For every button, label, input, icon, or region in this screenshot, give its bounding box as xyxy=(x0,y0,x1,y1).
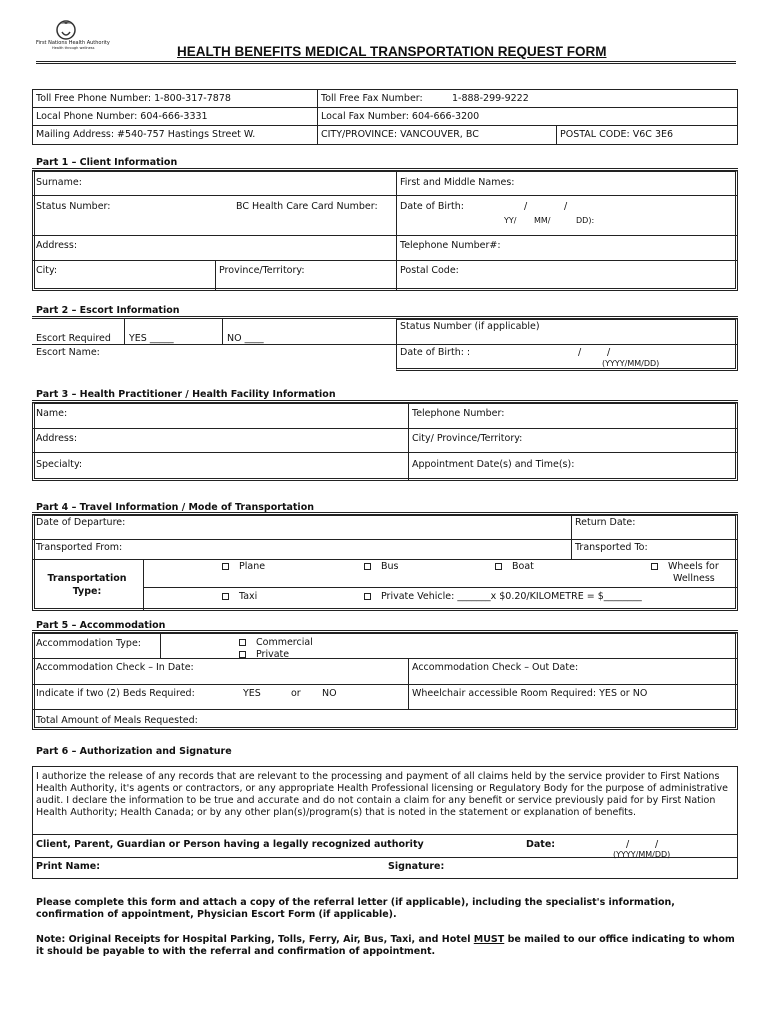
date-label: Date: xyxy=(526,839,556,850)
wheelchair-label: Wheelchair accessible Room Required: YES or NO xyxy=(412,688,648,699)
part4-title: Part 4 – Travel Information / Mode of Transportation xyxy=(36,502,314,513)
transported-to-label: Transported To: xyxy=(575,542,648,553)
escort-name-label: Escort Name: xyxy=(36,347,100,358)
meals-label: Total Amount of Meals Requested: xyxy=(36,715,198,726)
beds-no: NO xyxy=(322,688,337,699)
specialty-label: Specialty: xyxy=(36,459,83,470)
transported-from-label: Transported From: xyxy=(36,542,123,553)
toll-free-phone: Toll Free Phone Number: 1-800-317-7878 xyxy=(36,93,231,104)
escort-required-label: Escort Required xyxy=(36,333,111,344)
local-fax: Local Fax Number: 604-666-3200 xyxy=(321,111,480,122)
part3-table xyxy=(32,403,738,481)
part1-title: Part 1 – Client Information xyxy=(36,157,178,168)
commercial-checkbox[interactable] xyxy=(239,639,246,646)
boat-checkbox[interactable] xyxy=(495,563,502,570)
appointment-label: Appointment Date(s) and Time(s): xyxy=(412,459,575,470)
accommodation-type-label: Accommodation Type: xyxy=(36,638,142,649)
plane-option[interactable]: Plane xyxy=(222,561,265,572)
escort-dob-label: Date of Birth: : xyxy=(400,347,471,358)
bus-checkbox[interactable] xyxy=(364,563,371,570)
postal-code: POSTAL CODE: V6C 3E6 xyxy=(560,129,674,140)
private-vehicle-option[interactable]: Private Vehicle: _______x $0.20/KILOMETRE = $________ xyxy=(364,591,642,602)
toll-free-fax: 1-888-299-9222 xyxy=(452,93,529,104)
city-label: City: xyxy=(36,265,58,276)
private-option[interactable]: Private xyxy=(239,649,289,660)
boat-option[interactable]: Boat xyxy=(495,561,534,572)
transport-type-label: Transportation xyxy=(47,573,127,584)
part5-title: Part 5 – Accommodation xyxy=(36,620,166,631)
practitioner-address-label: Address: xyxy=(36,433,78,444)
commercial-option[interactable]: Commercial xyxy=(239,637,313,648)
plane-checkbox[interactable] xyxy=(222,563,229,570)
instructions-note: Please complete this form and attach a copy of the referral letter (if applicable), including the specialist's information, confirmation of appointment, Physician Escort Form (if applicable). xyxy=(36,897,675,920)
check-in-label: Accommodation Check – In Date: xyxy=(36,662,194,673)
telephone-label: Telephone Number#: xyxy=(400,240,501,251)
private-vehicle-checkbox[interactable] xyxy=(364,593,371,600)
practitioner-telephone-label: Telephone Number: xyxy=(412,408,505,419)
toll-free-fax-label: Toll Free Fax Number: xyxy=(321,93,423,104)
logo-text: First Nations Health Authority xyxy=(36,40,110,46)
feather-logo-icon xyxy=(36,18,104,60)
province-label: Province/Territory: xyxy=(219,265,305,276)
part2-title: Part 2 – Escort Information xyxy=(36,305,180,316)
address-label: Address: xyxy=(36,240,78,251)
departure-date-label: Date of Departure: xyxy=(36,517,126,528)
receipts-note: Note: Original Receipts for Hospital Parking, Tolls, Ferry, Air, Bus, Taxi, and Hotel MUST be mailed to our office indicating to whom it should be payable to with the referral and confirmation of appointment. xyxy=(36,934,735,957)
wheels-option[interactable]: Wheels for xyxy=(651,561,719,572)
dob-label: Date of Birth: xyxy=(400,201,464,212)
signature-label: Signature: xyxy=(388,861,445,872)
beds-label: Indicate if two (2) Beds Required: xyxy=(36,688,195,699)
mailing-address: Mailing Address: #540-757 Hastings Street W. xyxy=(36,129,256,140)
client-authority-label: Client, Parent, Guardian or Person having a legally recognized authority xyxy=(36,839,424,850)
postal-code-label: Postal Code: xyxy=(400,265,459,276)
bus-option[interactable]: Bus xyxy=(364,561,399,572)
taxi-option[interactable]: Taxi xyxy=(222,591,257,602)
part6-title: Part 6 – Authorization and Signature xyxy=(36,746,232,757)
return-date-label: Return Date: xyxy=(575,517,636,528)
logo-subtext: Health through wellness xyxy=(52,46,95,50)
part3-title: Part 3 – Health Practitioner / Health Facility Information xyxy=(36,389,336,400)
check-out-label: Accommodation Check – Out Date: xyxy=(412,662,579,673)
title-rule xyxy=(36,61,736,64)
practitioner-city-label: City/ Province/Territory: xyxy=(412,433,523,444)
form-title: HEALTH BENEFITS MEDICAL TRANSPORTATION REQUEST FORM xyxy=(177,44,607,59)
surname-label: Surname: xyxy=(36,177,82,188)
bc-card-label: BC Health Care Card Number: xyxy=(236,201,378,212)
escort-yes: YES _____ xyxy=(129,333,174,344)
escort-status-label: Status Number (if applicable) xyxy=(400,321,540,332)
city-province: CITY/PROVINCE: VANCOUVER, BC xyxy=(321,129,479,140)
beds-yes: YES xyxy=(243,688,261,699)
private-checkbox[interactable] xyxy=(239,651,246,658)
part1-table xyxy=(32,171,738,291)
authorization-text: I authorize the release of any records that are relevant to the processing and payment of all claims held by the service provider to First Nations Health Authority, it's agents or contractors, or any appropriate Health Professional licensing or Regulatory Body for the purpose of administrative audit. I declare the information to be true and accurate and do not contain a claim for any benefit or service previously paid for by First Nation Health Authority; Health Canada; or by any other plan(s)/program(s) that is noted in the statement or explanation of benefits. xyxy=(36,771,728,818)
taxi-checkbox[interactable] xyxy=(222,593,229,600)
status-number-label: Status Number: xyxy=(36,201,111,212)
practitioner-name-label: Name: xyxy=(36,408,68,419)
fnha-logo xyxy=(36,18,110,60)
escort-no: NO ____ xyxy=(227,333,264,344)
local-phone: Local Phone Number: 604-666-3331 xyxy=(36,111,208,122)
beds-or: or xyxy=(291,688,301,699)
print-name-label: Print Name: xyxy=(36,861,101,872)
first-names-label: First and Middle Names: xyxy=(400,177,515,188)
wheels-checkbox[interactable] xyxy=(651,563,658,570)
